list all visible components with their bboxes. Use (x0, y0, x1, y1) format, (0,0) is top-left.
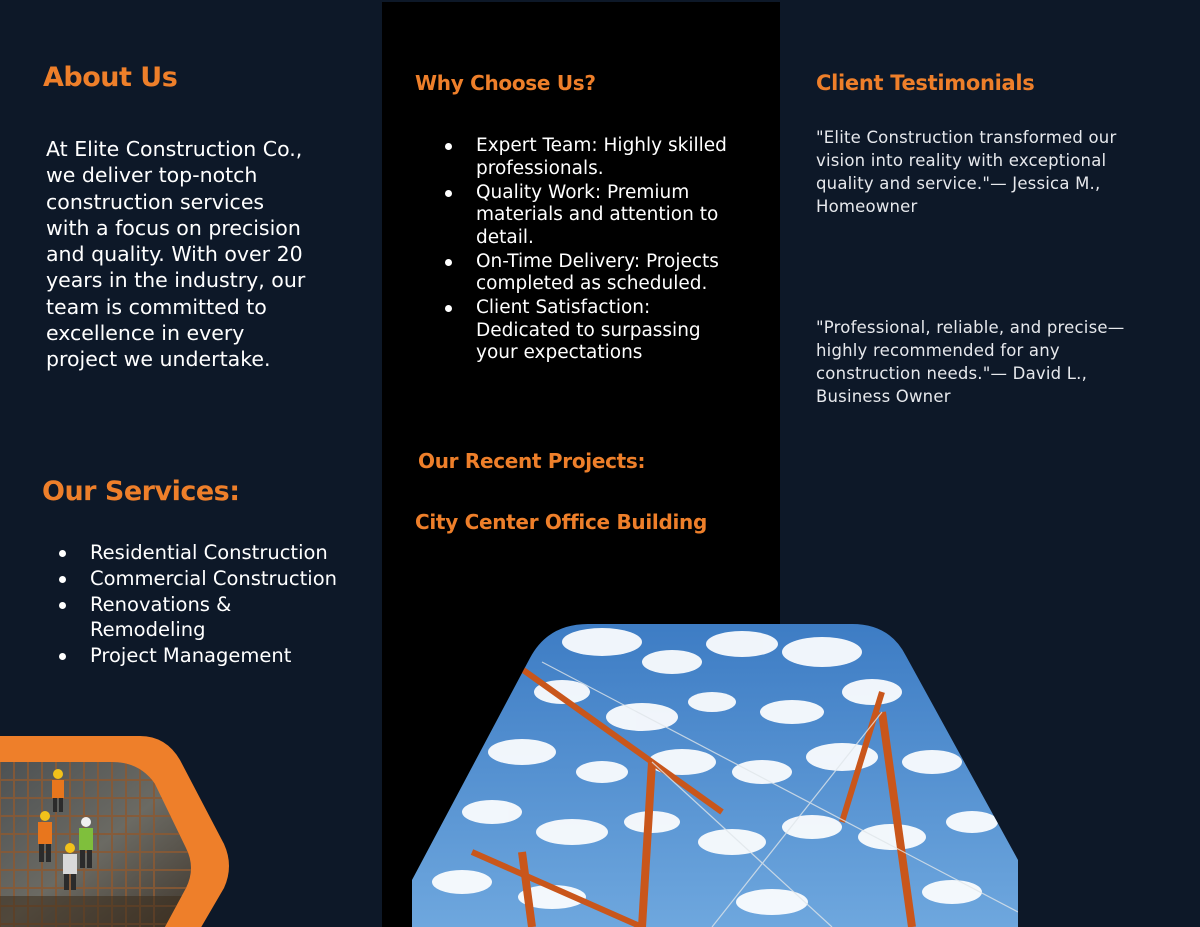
project-name: City Center Office Building (415, 510, 707, 534)
why-item: Client Satisfaction: Dedicated to surpassing your expectations (430, 297, 730, 365)
service-item: Renovations & Remodeling (46, 593, 346, 642)
cranes-sky-image (412, 622, 1018, 927)
services-list (46, 541, 346, 670)
testimonial-quote: "Professional, reliable, and precise—highly recommended for any construction needs."— David L., Business Owner (816, 318, 1125, 406)
about-title: About Us (43, 62, 178, 93)
service-item: Residential Construction (46, 541, 346, 566)
why-item: Quality Work: Premium materials and attention to detail. (430, 182, 730, 250)
testimonial-quote: "Elite Construction transformed our vision into reality with exceptional quality and service."— Jessica M., Homeowner (816, 128, 1117, 216)
why-item: On-Time Delivery: Projects completed as scheduled. (430, 251, 730, 296)
testimonials-title: Client Testimonials (816, 71, 1035, 95)
why-title: Why Choose Us? (415, 71, 596, 95)
projects-title: Our Recent Projects: (418, 449, 646, 473)
service-item: Project Management (46, 644, 346, 669)
construction-workers-image (0, 736, 230, 927)
services-title: Our Services: (42, 476, 240, 507)
about-text: At Elite Construction Co., we deliver top-notch construction services with a focus on precision and quality. With over 20 years in the industry, our team is committed to excellence in every project we undertake. (46, 137, 306, 372)
service-item: Commercial Construction (46, 567, 346, 592)
why-item: Expert Team: Highly skilled professionals. (430, 135, 730, 180)
why-list (430, 135, 730, 366)
